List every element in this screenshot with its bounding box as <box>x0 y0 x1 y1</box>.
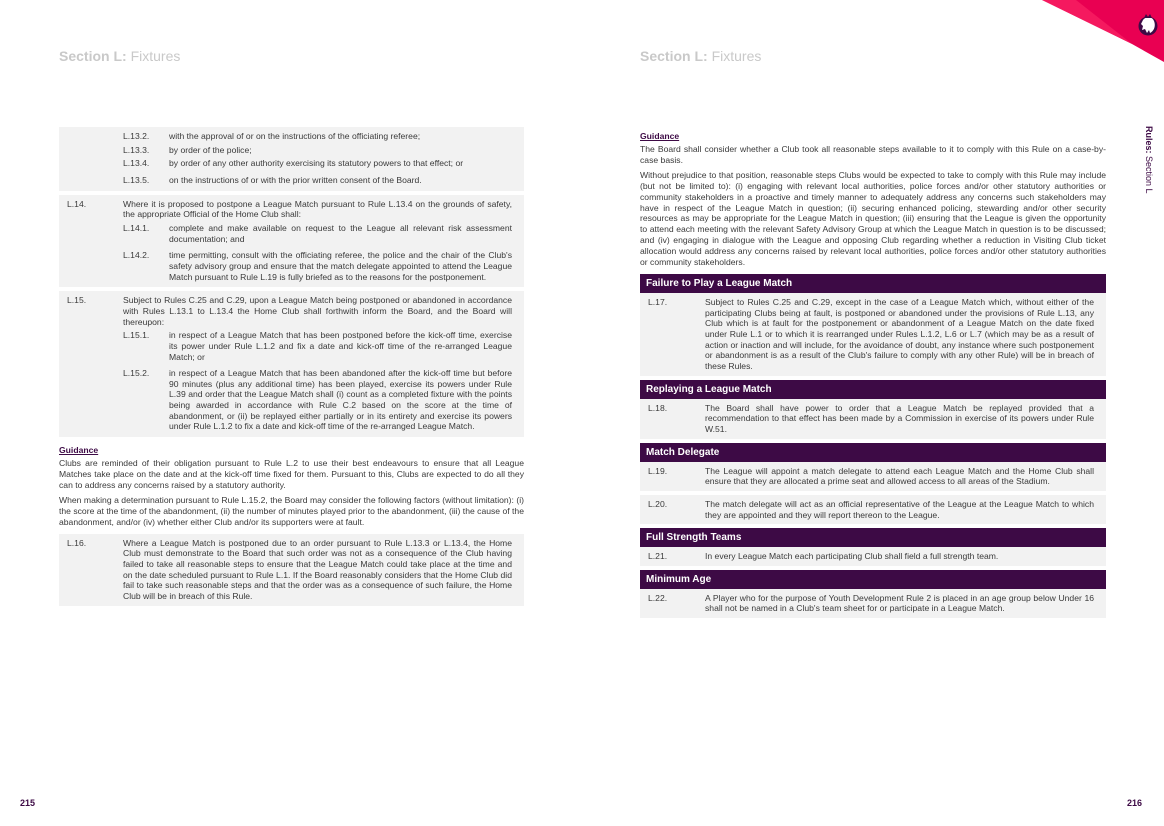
guidance-paragraph: When making a determination pursuant to Rule L.15.2, the Board may consider the following factors (without limitation): (i) the score at the time of the abandonment, (ii) the number of minutes played prior to the abandonment, (iii) the cause of the abandonment, and/or (iv) whether either Club and/or its supporters were at fault. <box>59 494 524 527</box>
rule-text: The match delegate will act as an official representative of the League at the League Match to which they are appointed and they will report thereon to the League. <box>705 498 1094 520</box>
rule <box>648 403 1094 435</box>
rule-box-l21 <box>640 547 1106 566</box>
section-heading-replaying: Replaying a League Match <box>640 380 1106 399</box>
rule-text: The League will appoint a match delegate to attend each League Match and the Home Club shall ensure that they are allocated a prime seat and allowed access to all areas of the Stadium. <box>705 465 1094 487</box>
rule <box>67 538 512 602</box>
rule <box>648 297 1094 372</box>
premier-league-lion-icon <box>1014 0 1164 70</box>
guidance-paragraph: Clubs are reminded of their obligation pursuant to Rule L.2 to use their best endeavours to ensure that all League Matches take place on the date and at the kick-off time fixed for them. Pursuant to this, Clubs are expected to do all they can to address any concerns raised by a statutory authority. <box>59 458 524 490</box>
right-column <box>640 131 1106 618</box>
guidance-paragraph: The Board shall consider whether a Club took all reasonable steps available to it to comply with this Rule on a case-by-case basis. <box>640 144 1106 165</box>
rule-text: Subject to Rules C.25 and C.29, except in the case of a League Match which, without either of the participating Clubs being at fault, is postponed or abandoned under the provisions of Rule L.13, any Club which is at fault for the postponement or abandonment of a League Match on the date fixed under Rule L.1 or to which it is rearranged under Rules L.1.2, L.6 or L.7 (which may be as a result of action or inaction and will include, for the avoidance of doubt, any instance where such postponement or abandonment is as a result of the Club's failure to comply with any other Rule) will be in breach of these Rules. <box>705 296 1094 371</box>
side-tab <box>1144 126 1154 194</box>
sub-rule-text: in respect of a League Match that has been abandoned after the kick-off time but before 90 minutes (plus any additional time) has been played, exercise its powers under Rule L.39 and order that the League Match shall (i) count as a completed fixture with the points being awarded in accordance with Rule C.2 based on the score at the time of abandonment, or (ii) be replayed either partially or in its entirety and exercise its powers under Rule L.1.2 to fix a date and kick-off time of the re-arranged League Match. <box>169 368 512 432</box>
sub-rule-text: complete and make available on request to the League all relevant risk assessment documentation; and <box>169 222 512 244</box>
rule-text: Where it is proposed to postpone a League Match pursuant to Rule L.13.4 on the grounds of safety, the appropriate Official of the Home Club shall: <box>123 198 512 220</box>
rule-box-l20 <box>640 495 1106 524</box>
sub-rule-text: in respect of a League Match that has been postponed before the kick-off time, exercise its power under Rule L.1.2 and fix a date and kick-off time of the re-arranged League Match; or <box>169 330 512 362</box>
header-section-label: Section L: <box>59 48 127 64</box>
left-column <box>59 127 524 606</box>
sub-rule-text: with the approval of or on the instructions of the officiating referee; <box>169 131 421 141</box>
rule-number: L.19. <box>648 465 668 476</box>
sub-rule-text: by order of any other authority exercising its statutory powers to that effect; or <box>169 158 464 169</box>
rule-text: The Board shall have power to order that a League Match be replayed provided that a recommendation to that effect has been made by a Commission in exercise of its powers under Rule W.51. <box>705 402 1094 434</box>
page-number-right: 216 <box>1127 798 1143 808</box>
section-heading-minimum-age: Minimum Age <box>640 570 1106 589</box>
sub-rule-number: L.13.3. <box>123 144 150 155</box>
sub-rule <box>123 250 512 282</box>
sub-rule <box>123 368 512 432</box>
rule-number: L.21. <box>648 551 668 562</box>
rule-box-l14 <box>59 195 524 288</box>
sub-rule-text: time permitting, consult with the officiating referee, the police and the chair of the Club's safety advisory group and ensure that the match delegate appointed to attend the League Match pursuant to Rule L.19 is fully briefed as to the reasons for the postponement. <box>169 250 512 282</box>
rule-text: Where a League Match is postponed due to an order pursuant to Rule L.13.3 or L.13.4, the Home Club must demonstrate to the Board that such order was not as a consequence of the Club having failed to take all reasonable steps to ensure that the League Match could take place at the time and on the date scheduled pursuant to Rule L.1. If the Board reasonably considers that the Home Club did fail to take such reasonable steps and that the order was as a consequence of such failure, the Home Club will be in breach of this Rule. <box>123 537 512 601</box>
rule <box>648 551 1094 562</box>
rule <box>67 199 512 220</box>
sub-rule <box>123 175 512 186</box>
section-heading-failure-to-play: Failure to Play a League Match <box>640 274 1106 293</box>
sub-rule <box>123 131 512 142</box>
header-section-label: Section L: <box>640 48 708 64</box>
sub-rule-number: L.15.1. <box>123 330 150 341</box>
header-section-title: Fixtures <box>130 48 181 64</box>
rule-text: Subject to Rules C.25 and C.29, upon a League Match being postponed or abandoned in accordance with Rules L.13.1 to L.13.4 the Home Club shall forthwith inform the Board, and the Board will thereupon: <box>123 295 512 327</box>
rule-box-l19 <box>640 462 1106 491</box>
rule-box-l16 <box>59 534 524 607</box>
rule-text: A Player who for the purpose of Youth Development Rule 2 is placed in an age group below Under 16 shall not be named in a Club's team sheet for or participate in a League Match. <box>705 592 1094 614</box>
sub-rule <box>123 158 512 169</box>
rule-number: L.20. <box>648 498 668 509</box>
rule-number: L.16. <box>67 537 87 548</box>
sub-rule <box>123 223 512 244</box>
sub-rule-number: L.15.2. <box>123 368 150 379</box>
sub-rule-number: L.13.5. <box>123 174 150 185</box>
page-header-left <box>59 48 180 64</box>
rule-number: L.15. <box>67 295 87 306</box>
page-number-left: 215 <box>20 798 36 808</box>
sub-rule <box>123 330 512 362</box>
rule-box-l22 <box>640 589 1106 618</box>
rule <box>648 466 1094 487</box>
rule-number: L.22. <box>648 592 668 603</box>
side-tab-light: Section L <box>1144 156 1154 194</box>
sub-rule-text: on the instructions of or with the prior written consent of the Board. <box>169 174 422 185</box>
sub-rule <box>123 145 512 156</box>
rule-number: L.14. <box>67 198 87 209</box>
sub-rule-number: L.14.2. <box>123 250 150 261</box>
rule <box>648 499 1094 520</box>
rule-box-l13 <box>59 127 524 191</box>
page-header-right <box>640 48 761 64</box>
rule-box-l18 <box>640 399 1106 439</box>
rule-text: In every League Match each participating Club shall field a full strength team. <box>705 551 999 562</box>
rule <box>648 593 1094 614</box>
header-section-title: Fixtures <box>711 48 762 64</box>
guidance-heading: Guidance <box>640 131 680 141</box>
rule-box-l17 <box>640 293 1106 376</box>
sub-rule-number: L.14.1. <box>123 222 150 233</box>
rule-number: L.18. <box>648 402 668 413</box>
section-heading-full-strength: Full Strength Teams <box>640 528 1106 547</box>
rule-box-l15 <box>59 291 524 437</box>
sub-rule-number: L.13.4. <box>123 158 150 169</box>
guidance-heading: Guidance <box>59 445 99 456</box>
section-heading-match-delegate: Match Delegate <box>640 443 1106 462</box>
guidance-paragraph: Without prejudice to that position, reasonable steps Clubs would be expected to take to comply with this Rule may include (but not be limited to): (i) engaging with relevant local authorities, police forces and/or other statutory authorities or community stakeholders in a proactive and timely manner to adequately address any concerns such stakeholders may have in respect of the League Match in question; (ii) securing enhanced policing, stewarding and/or other security resources as may be appropriate for the League Match in question; (iii) ensuring that the League is given the opportunity to attend each meeting with the relevant Safety Advisory Group at which the League Match in question is to be discussed; and (iv) engaging in dialogue with the League and opposing Club regarding whether a reduction in Visiting Club ticket allocation would address any concerns raised by relevant local authorities, police forces and/or other statutory authorities or community stakeholders. <box>640 169 1106 268</box>
sub-rule-text: by order of the police; <box>169 144 252 155</box>
side-tab-bold: Rules: <box>1144 126 1154 154</box>
sub-rule-number: L.13.2. <box>123 131 150 141</box>
rule <box>67 295 512 327</box>
rule-number: L.17. <box>648 296 668 307</box>
